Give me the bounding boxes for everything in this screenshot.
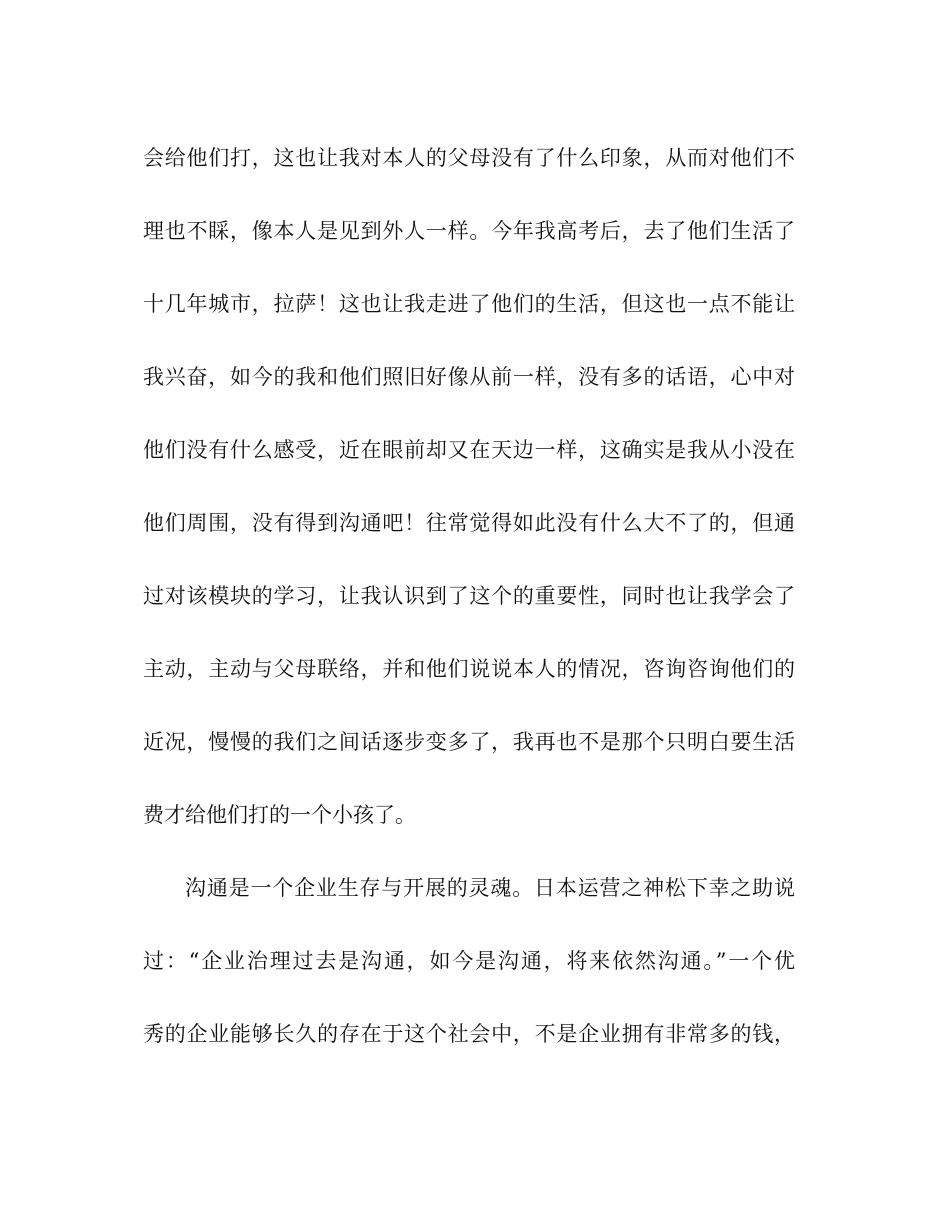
paragraph — [143, 138, 795, 868]
text-line: 理也不睬，像本人是见到外人一样。今年我高考后，去了他们生活了 — [143, 219, 795, 243]
text-line: 会给他们打，这也让我对本人的父母没有了什么印象，从而对他们不 — [143, 146, 795, 170]
text-line: 沟通是一个企业生存与开展的灵魂。日本运营之神松下幸之助说 — [185, 876, 795, 900]
text-line: 我兴奋，如今的我和他们照旧好像从前一样，没有多的话语，心中对 — [143, 365, 795, 389]
text-line: 秀的企业能够长久的存在于这个社会中，不是企业拥有非常多的钱， — [143, 1022, 795, 1046]
text-line: 他们没有什么感受，近在眼前却又在天边一样，这确实是我从小没在 — [143, 438, 795, 462]
text-line: 十几年城市，拉萨！这也让我走进了他们的生活，但这也一点不能让 — [143, 292, 795, 316]
text-line: 近况，慢慢的我们之间话逐步变多了，我再也不是那个只明白要生活 — [143, 730, 795, 754]
paragraph — [143, 868, 795, 1087]
text-line: 过对该模块的学习，让我认识到了这个的重要性，同时也让我学会了 — [143, 584, 795, 608]
text-line: 过：“企业治理过去是沟通，如今是沟通，将来依然沟通。”一个优 — [143, 949, 795, 973]
text-line: 费才给他们打的一个小孩了。 — [143, 803, 416, 827]
text-line: 他们周围，没有得到沟通吧！往常觉得如此没有什么大不了的，但通 — [143, 511, 795, 535]
document-body — [143, 138, 795, 1087]
text-line: 主动，主动与父母联络，并和他们说说本人的情况，咨询咨询他们的 — [143, 657, 795, 681]
